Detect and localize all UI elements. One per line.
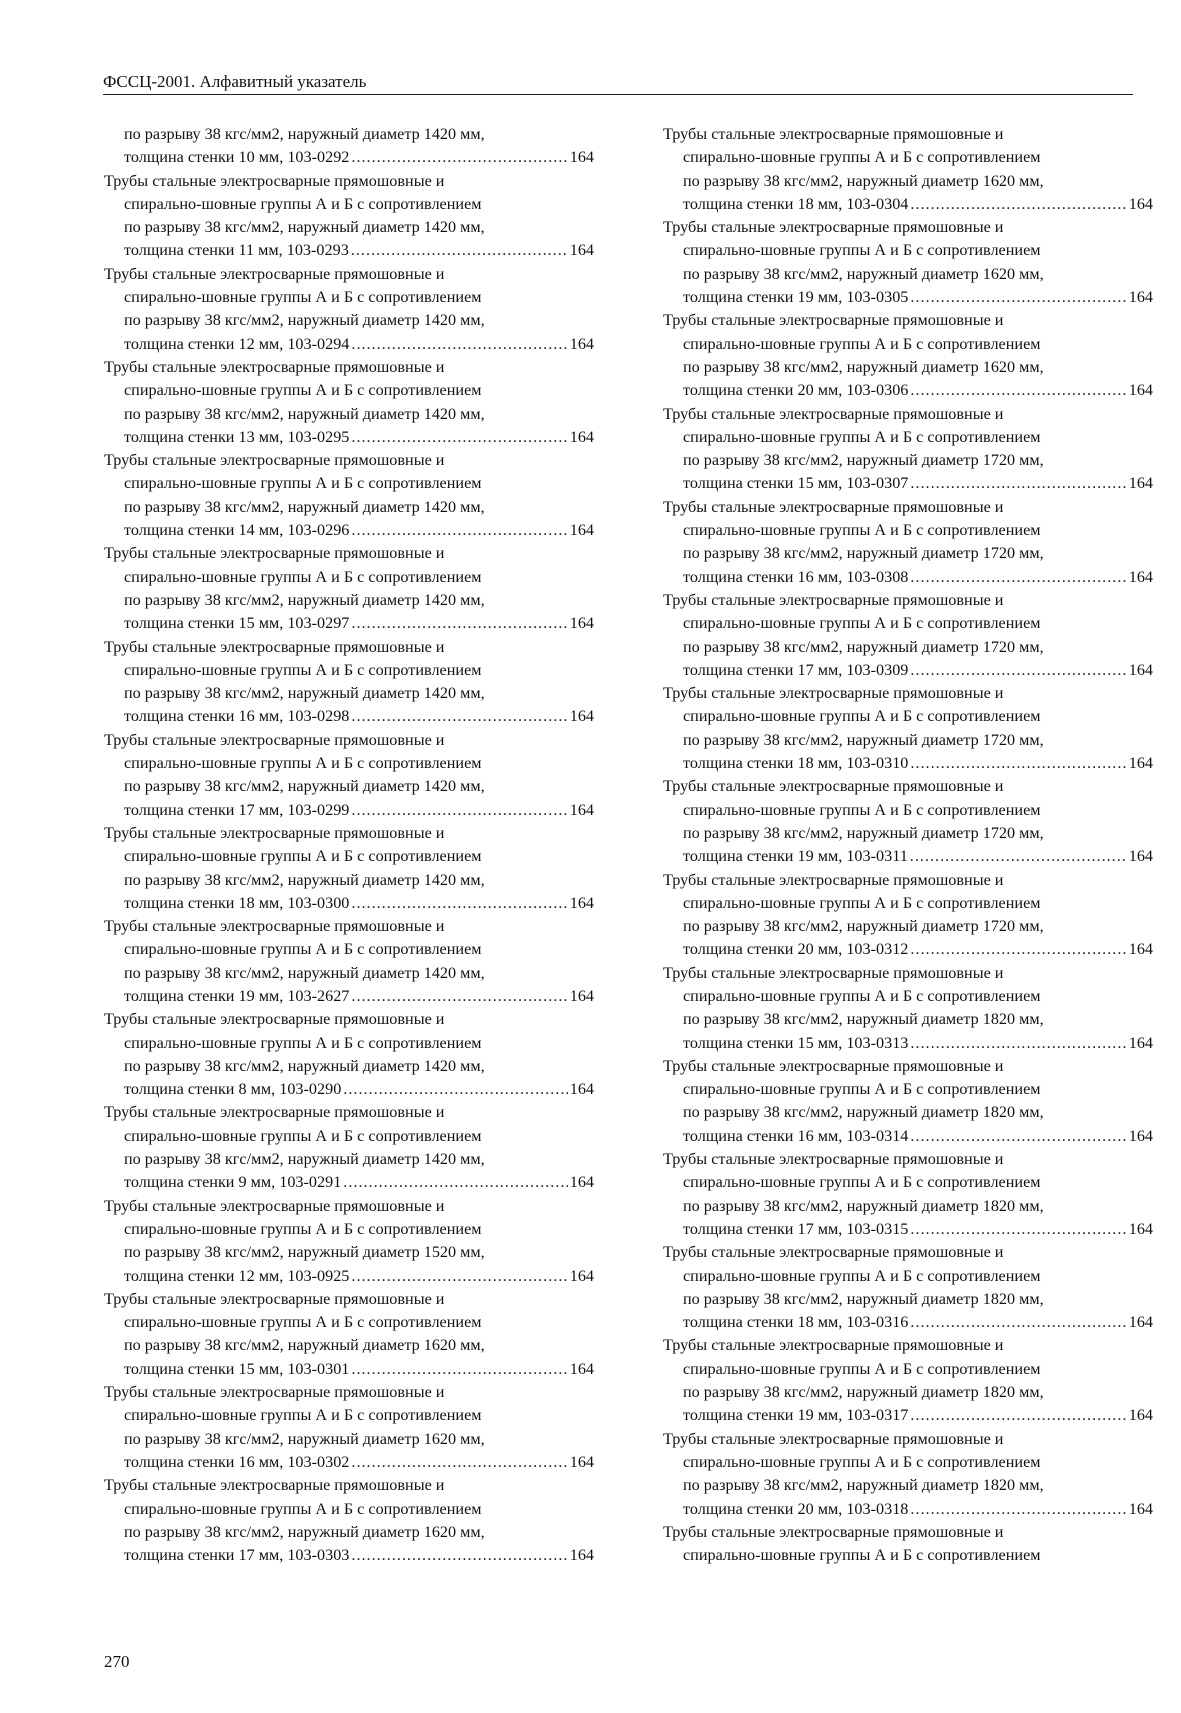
- entry-code-text: толщина стенки 20 мм, 103-0306: [683, 381, 909, 400]
- entry-line: по разрыву 38 кгс/мм2, наружный диаметр 1720 мм,: [683, 451, 1044, 470]
- entry-last-line: [663, 1125, 1153, 1148]
- entry-last-line: [663, 938, 1153, 961]
- entry-code-text: толщина стенки 15 мм, 103-0301: [124, 1359, 350, 1378]
- entry-line: Трубы стальные электросварные прямошовные и: [663, 684, 1004, 703]
- entry-line: по разрыву 38 кгс/мм2, наружный диаметр 1620 мм,: [124, 1336, 485, 1355]
- entry-line: Трубы стальные электросварные прямошовные и: [104, 1196, 445, 1215]
- entry-line: Трубы стальные электросварные прямошовные и: [104, 637, 445, 656]
- entry-last-line: [104, 146, 594, 169]
- entry-last-line: [663, 752, 1153, 775]
- entry-line: Трубы стальные электросварные прямошовные и: [104, 264, 445, 283]
- entry-line: спирально-шовные группы А и Б с сопротивлением: [124, 1499, 482, 1518]
- entry-page-ref: 164: [569, 1452, 594, 1471]
- index-entry: [663, 775, 1153, 868]
- entry-page-ref: 164: [569, 707, 594, 726]
- entry-line: Трубы стальные электросварные прямошовные и: [663, 1429, 1004, 1448]
- entry-line: спирально-шовные группы А и Б с сопротивлением: [124, 660, 482, 679]
- dot-leader: [351, 1265, 567, 1288]
- dot-leader: [351, 333, 567, 356]
- dot-leader: [910, 566, 1126, 589]
- dot-leader: [910, 752, 1126, 775]
- entry-line: по разрыву 38 кгс/мм2, наружный диаметр 1820 мм,: [683, 1289, 1044, 1308]
- entry-last-line: [663, 379, 1153, 402]
- dot-leader: [343, 1171, 567, 1194]
- entry-page-ref: 164: [569, 427, 594, 446]
- entry-line: по разрыву 38 кгс/мм2, наружный диаметр 1420 мм,: [124, 684, 485, 703]
- entry-line: по разрыву 38 кгс/мм2, наружный диаметр 1820 мм,: [683, 1196, 1044, 1215]
- entry-line: спирально-шовные группы А и Б с сопротивлением: [683, 1173, 1041, 1192]
- entry-code-text: толщина стенки 17 мм, 103-0315: [683, 1219, 909, 1238]
- entry-line: по разрыву 38 кгс/мм2, наружный диаметр 1420 мм,: [124, 311, 485, 330]
- entry-last-line: [104, 1451, 594, 1474]
- entry-line: спирально-шовные группы А и Б с сопротивлением: [683, 1266, 1041, 1285]
- entry-line: спирально-шовные группы А и Б с сопротивлением: [124, 940, 482, 959]
- entry-line: Трубы стальные электросварные прямошовные и: [663, 311, 1004, 330]
- entry-line: по разрыву 38 кгс/мм2, наружный диаметр 1820 мм,: [683, 1103, 1044, 1122]
- dot-leader: [910, 193, 1126, 216]
- entry-line: по разрыву 38 кгс/мм2, наружный диаметр 1420 мм,: [124, 497, 485, 516]
- entry-line: Трубы стальные электросварные прямошовные и: [104, 1289, 445, 1308]
- entry-page-ref: 164: [1128, 567, 1153, 586]
- entry-page-ref: 164: [569, 521, 594, 540]
- index-entry: [663, 1521, 1153, 1568]
- index-entry: [104, 1288, 594, 1381]
- entry-line: по разрыву 38 кгс/мм2, наружный диаметр 1420 мм,: [124, 963, 485, 982]
- dot-leader: [910, 938, 1126, 961]
- index-entry: [663, 403, 1153, 496]
- entry-line: Трубы стальные электросварные прямошовные и: [663, 1243, 1004, 1262]
- entry-line: по разрыву 38 кгс/мм2, наружный диаметр 1720 мм,: [683, 917, 1044, 936]
- entry-line: по разрыву 38 кгс/мм2, наружный диаметр 1420 мм,: [124, 125, 485, 143]
- entry-line: Трубы стальные электросварные прямошовные и: [663, 590, 1004, 609]
- entry-page-ref: 164: [1128, 1033, 1153, 1052]
- dot-leader: [351, 892, 567, 915]
- index-entry: [104, 1008, 594, 1101]
- index-entry: [104, 542, 594, 635]
- index-entry: [663, 869, 1153, 962]
- entry-code-text: толщина стенки 8 мм, 103-0290: [124, 1080, 342, 1099]
- entry-code-text: толщина стенки 18 мм, 103-0300: [124, 893, 350, 912]
- entry-page-ref: 164: [569, 800, 594, 819]
- entry-line: по разрыву 38 кгс/мм2, наружный диаметр 1520 мм,: [124, 1243, 485, 1262]
- entry-code-text: толщина стенки 18 мм, 103-0316: [683, 1313, 909, 1332]
- entry-line: по разрыву 38 кгс/мм2, наружный диаметр 1420 мм,: [124, 777, 485, 796]
- index-entry: [104, 1195, 594, 1288]
- entry-page-ref: 164: [1128, 1499, 1153, 1518]
- entry-last-line: [104, 705, 594, 728]
- dot-leader: [910, 1311, 1126, 1334]
- entry-page-ref: 164: [1128, 474, 1153, 493]
- entry-line: Трубы стальные электросварные прямошовные и: [104, 730, 445, 749]
- entry-line: спирально-шовные группы А и Б с сопротивлением: [683, 148, 1041, 167]
- entry-page-ref: 164: [569, 1080, 594, 1099]
- entry-last-line: [104, 1078, 594, 1101]
- entry-page-ref: 164: [1128, 754, 1153, 773]
- entry-line: Трубы стальные электросварные прямошовные и: [104, 823, 445, 842]
- dot-leader: [910, 1404, 1126, 1427]
- entry-line: спирально-шовные группы А и Б с сопротивлением: [124, 1126, 482, 1145]
- entry-page-ref: 164: [569, 241, 594, 260]
- header-title: ФССЦ-2001. Алфавитный указатель: [103, 72, 367, 91]
- entry-last-line: [663, 659, 1153, 682]
- index-entry: [104, 170, 594, 263]
- entry-line: по разрыву 38 кгс/мм2, наружный диаметр 1820 мм,: [683, 1476, 1044, 1495]
- entry-page-ref: 164: [569, 1546, 594, 1565]
- entry-last-line: [104, 1265, 594, 1288]
- entry-page-ref: 164: [1128, 847, 1153, 866]
- dot-leader: [351, 519, 567, 542]
- entry-code-text: толщина стенки 16 мм, 103-0302: [124, 1452, 350, 1471]
- entry-line: Трубы стальные электросварные прямошовные и: [104, 1383, 445, 1402]
- entry-line: Трубы стальные электросварные прямошовные и: [663, 404, 1004, 423]
- dot-leader: [910, 1218, 1126, 1241]
- index-entry: [663, 496, 1153, 589]
- entry-code-text: толщина стенки 18 мм, 103-0304: [683, 194, 909, 213]
- entry-line: спирально-шовные группы А и Б с сопротивлением: [124, 1313, 482, 1332]
- dot-leader: [910, 1498, 1126, 1521]
- entry-line: по разрыву 38 кгс/мм2, наружный диаметр 1720 мм,: [683, 730, 1044, 749]
- entry-code-text: толщина стенки 16 мм, 103-0298: [124, 707, 350, 726]
- entry-line: Трубы стальные электросварные прямошовные и: [663, 218, 1004, 237]
- entry-last-line: [104, 426, 594, 449]
- entry-last-line: [663, 1311, 1153, 1334]
- dot-leader: [351, 985, 567, 1008]
- entry-line: спирально-шовные группы А и Б с сопротивлением: [124, 754, 482, 773]
- entry-code-text: толщина стенки 19 мм, 103-0305: [683, 288, 909, 307]
- entry-page-ref: 164: [1128, 1313, 1153, 1332]
- entry-line: спирально-шовные группы А и Б с сопротивлением: [683, 1546, 1041, 1565]
- dot-leader: [351, 426, 567, 449]
- entry-page-ref: 164: [569, 986, 594, 1005]
- entry-last-line: [663, 1498, 1153, 1521]
- entry-page-ref: 164: [1128, 194, 1153, 213]
- entry-code-text: толщина стенки 10 мм, 103-0292: [124, 148, 350, 167]
- entry-line: по разрыву 38 кгс/мм2, наружный диаметр 1820 мм,: [683, 1010, 1044, 1029]
- entry-code-text: толщина стенки 17 мм, 103-0309: [683, 660, 909, 679]
- dot-leader: [910, 1125, 1126, 1148]
- entry-last-line: [104, 1171, 594, 1194]
- entry-line: по разрыву 38 кгс/мм2, наружный диаметр 1420 мм,: [124, 870, 485, 889]
- entry-line: Трубы стальные электросварные прямошовные и: [663, 870, 1004, 889]
- entry-line: по разрыву 38 кгс/мм2, наружный диаметр 1720 мм,: [683, 637, 1044, 656]
- entry-code-text: толщина стенки 11 мм, 103-0293: [124, 241, 349, 260]
- entry-code-text: толщина стенки 15 мм, 103-0313: [683, 1033, 909, 1052]
- entry-last-line: [663, 566, 1153, 589]
- entry-line: спирально-шовные группы А и Б с сопротивлением: [124, 194, 482, 213]
- index-entry: [104, 729, 594, 822]
- entry-code-text: толщина стенки 9 мм, 103-0291: [124, 1173, 342, 1192]
- entry-line: Трубы стальные электросварные прямошовные и: [104, 544, 445, 563]
- entry-line: спирально-шовные группы А и Б с сопротивлением: [683, 893, 1041, 912]
- entry-line: Трубы стальные электросварные прямошовные и: [663, 1150, 1004, 1169]
- entry-line: Трубы стальные электросварные прямошовные и: [104, 357, 445, 376]
- entry-last-line: [104, 799, 594, 822]
- dot-leader: [351, 239, 568, 262]
- entry-code-text: толщина стенки 19 мм, 103-2627: [124, 986, 350, 1005]
- entry-last-line: [104, 892, 594, 915]
- entry-line: спирально-шовные группы А и Б с сопротивлением: [124, 1219, 482, 1238]
- entry-line: спирально-шовные группы А и Б с сопротивлением: [124, 847, 482, 866]
- entry-line: Трубы стальные электросварные прямошовные и: [663, 963, 1004, 982]
- entry-code-text: толщина стенки 12 мм, 103-0294: [124, 334, 350, 353]
- entry-line: спирально-шовные группы А и Б с сопротивлением: [683, 521, 1041, 540]
- entry-last-line: [104, 239, 594, 262]
- entry-page-ref: 164: [1128, 1126, 1153, 1145]
- dot-leader: [910, 1032, 1126, 1055]
- entry-line: спирально-шовные группы А и Б с сопротивлением: [683, 986, 1041, 1005]
- entry-line: по разрыву 38 кгс/мм2, наружный диаметр 1420 мм,: [124, 218, 485, 237]
- index-entry: [663, 1428, 1153, 1521]
- entry-line: спирально-шовные группы А и Б с сопротивлением: [683, 1452, 1041, 1471]
- entry-line: спирально-шовные группы А и Б с сопротивлением: [124, 1406, 482, 1425]
- entry-last-line: [663, 286, 1153, 309]
- dot-leader: [351, 1544, 567, 1567]
- entry-last-line: [663, 1032, 1153, 1055]
- entry-line: спирально-шовные группы А и Б с сопротивлением: [124, 288, 482, 307]
- entry-line: по разрыву 38 кгс/мм2, наружный диаметр 1820 мм,: [683, 1383, 1044, 1402]
- entry-code-text: толщина стенки 16 мм, 103-0308: [683, 567, 909, 586]
- index-entry: [104, 1101, 594, 1194]
- entry-line: спирально-шовные группы А и Б с сопротивлением: [124, 1033, 482, 1052]
- entry-page-ref: 164: [1128, 940, 1153, 959]
- entry-line: по разрыву 38 кгс/мм2, наружный диаметр 1420 мм,: [124, 404, 485, 423]
- entry-code-text: толщина стенки 16 мм, 103-0314: [683, 1126, 909, 1145]
- entry-last-line: [104, 1358, 594, 1381]
- entry-line: по разрыву 38 кгс/мм2, наружный диаметр 1420 мм,: [124, 1056, 485, 1075]
- index-entry: [104, 123, 594, 170]
- entry-last-line: [104, 333, 594, 356]
- entry-last-line: [663, 1218, 1153, 1241]
- index-entry: [663, 682, 1153, 775]
- entry-line: Трубы стальные электросварные прямошовные и: [104, 1476, 445, 1495]
- index-entry: [663, 1148, 1153, 1241]
- entry-page-ref: 164: [569, 614, 594, 633]
- entry-line: по разрыву 38 кгс/мм2, наружный диаметр 1420 мм,: [124, 590, 485, 609]
- entry-line: спирально-шовные группы А и Б с сопротивлением: [683, 707, 1041, 726]
- entry-line: Трубы стальные электросварные прямошовные и: [104, 1103, 445, 1122]
- entry-page-ref: 164: [569, 334, 594, 353]
- entry-code-text: толщина стенки 20 мм, 103-0318: [683, 1499, 909, 1518]
- index-entry: [663, 309, 1153, 402]
- entry-line: по разрыву 38 кгс/мм2, наружный диаметр 1620 мм,: [683, 171, 1044, 190]
- dot-leader: [351, 1451, 567, 1474]
- entry-line: по разрыву 38 кгс/мм2, наружный диаметр 1620 мм,: [683, 264, 1044, 283]
- index-entry: [104, 1381, 594, 1474]
- index-entry: [104, 636, 594, 729]
- entry-line: спирально-шовные группы А и Б с сопротивлением: [683, 1080, 1041, 1099]
- entry-code-text: толщина стенки 19 мм, 103-0311: [683, 847, 908, 866]
- entry-line: по разрыву 38 кгс/мм2, наружный диаметр 1620 мм,: [683, 357, 1044, 376]
- index-entry: [104, 263, 594, 356]
- entry-line: Трубы стальные электросварные прямошовные и: [663, 497, 1004, 516]
- dot-leader: [343, 1078, 567, 1101]
- entry-line: Трубы стальные электросварные прямошовные и: [104, 1010, 445, 1029]
- index-column-right: [663, 123, 1153, 1567]
- entry-line: по разрыву 38 кгс/мм2, наружный диаметр 1720 мм,: [683, 823, 1044, 842]
- entry-last-line: [104, 519, 594, 542]
- index-entry: [104, 822, 594, 915]
- entry-code-text: толщина стенки 19 мм, 103-0317: [683, 1406, 909, 1425]
- entry-code-text: толщина стенки 13 мм, 103-0295: [124, 427, 350, 446]
- dot-leader: [910, 845, 1127, 868]
- entry-page-ref: 164: [569, 893, 594, 912]
- entry-last-line: [663, 193, 1153, 216]
- index-entry: [104, 1474, 594, 1567]
- index-entry: [663, 1055, 1153, 1148]
- dot-leader: [351, 705, 567, 728]
- index-entry: [104, 356, 594, 449]
- page-header: [103, 72, 1133, 95]
- entry-page-ref: 164: [569, 1266, 594, 1285]
- entry-code-text: толщина стенки 20 мм, 103-0312: [683, 940, 909, 959]
- index-entry: [663, 1334, 1153, 1427]
- index-entry: [663, 589, 1153, 682]
- entry-line: по разрыву 38 кгс/мм2, наружный диаметр 1720 мм,: [683, 544, 1044, 563]
- entry-line: Трубы стальные электросварные прямошовные и: [663, 1056, 1004, 1075]
- index-entry: [663, 216, 1153, 309]
- entry-page-ref: 164: [1128, 288, 1153, 307]
- entry-line: спирально-шовные группы А и Б с сопротивлением: [124, 381, 482, 400]
- entry-line: по разрыву 38 кгс/мм2, наружный диаметр 1620 мм,: [124, 1522, 485, 1541]
- entry-line: спирально-шовные группы А и Б с сопротивлением: [124, 474, 482, 493]
- entry-line: Трубы стальные электросварные прямошовные и: [663, 1336, 1004, 1355]
- entry-last-line: [104, 612, 594, 635]
- entry-page-ref: 164: [569, 1173, 594, 1192]
- entry-code-text: толщина стенки 17 мм, 103-0299: [124, 800, 350, 819]
- entry-line: Трубы стальные электросварные прямошовные и: [104, 171, 445, 190]
- dot-leader: [351, 146, 567, 169]
- entry-code-text: толщина стенки 12 мм, 103-0925: [124, 1266, 350, 1285]
- dot-leader: [910, 659, 1126, 682]
- index-column-left: [104, 123, 594, 1567]
- index-entry: [104, 915, 594, 1008]
- entry-page-ref: 164: [1128, 1219, 1153, 1238]
- entry-line: Трубы стальные электросварные прямошовные и: [663, 1522, 1004, 1541]
- entry-code-text: толщина стенки 15 мм, 103-0307: [683, 474, 909, 493]
- index-entry: [663, 1241, 1153, 1334]
- entry-code-text: толщина стенки 18 мм, 103-0310: [683, 754, 909, 773]
- entry-line: Трубы стальные электросварные прямошовные и: [663, 777, 1004, 796]
- entry-page-ref: 164: [569, 148, 594, 167]
- entry-code-text: толщина стенки 14 мм, 103-0296: [124, 521, 350, 540]
- entry-code-text: толщина стенки 17 мм, 103-0303: [124, 1546, 350, 1565]
- entry-last-line: [663, 845, 1153, 868]
- entry-page-ref: 164: [1128, 660, 1153, 679]
- entry-page-ref: 164: [1128, 381, 1153, 400]
- entry-line: спирально-шовные группы А и Б с сопротивлением: [124, 567, 482, 586]
- entry-last-line: [104, 1544, 594, 1567]
- dot-leader: [910, 379, 1126, 402]
- entry-page-ref: 164: [569, 1359, 594, 1378]
- entry-last-line: [104, 985, 594, 1008]
- page-number: 270: [104, 1652, 130, 1671]
- entry-line: спирально-шовные группы А и Б с сопротивлением: [683, 614, 1041, 633]
- index-entry: [104, 449, 594, 542]
- entry-line: спирально-шовные группы А и Б с сопротивлением: [683, 334, 1041, 353]
- entry-line: спирально-шовные группы А и Б с сопротивлением: [683, 241, 1041, 260]
- entry-line: Трубы стальные электросварные прямошовные и: [663, 125, 1004, 143]
- entry-line: Трубы стальные электросварные прямошовные и: [104, 451, 445, 470]
- dot-leader: [351, 1358, 567, 1381]
- dot-leader: [351, 612, 567, 635]
- dot-leader: [910, 472, 1126, 495]
- entry-line: по разрыву 38 кгс/мм2, наружный диаметр 1620 мм,: [124, 1429, 485, 1448]
- entry-line: спирально-шовные группы А и Б с сопротивлением: [683, 800, 1041, 819]
- index-entry: [663, 962, 1153, 1055]
- index-entry: [663, 123, 1153, 216]
- entry-line: Трубы стальные электросварные прямошовные и: [104, 917, 445, 936]
- entry-line: спирально-шовные группы А и Б с сопротивлением: [683, 1359, 1041, 1378]
- entry-line: по разрыву 38 кгс/мм2, наружный диаметр 1420 мм,: [124, 1150, 485, 1169]
- entry-last-line: [663, 1404, 1153, 1427]
- entry-last-line: [663, 472, 1153, 495]
- dot-leader: [351, 799, 567, 822]
- dot-leader: [910, 286, 1126, 309]
- entry-page-ref: 164: [1128, 1406, 1153, 1425]
- entry-line: спирально-шовные группы А и Б с сопротивлением: [683, 427, 1041, 446]
- entry-code-text: толщина стенки 15 мм, 103-0297: [124, 614, 350, 633]
